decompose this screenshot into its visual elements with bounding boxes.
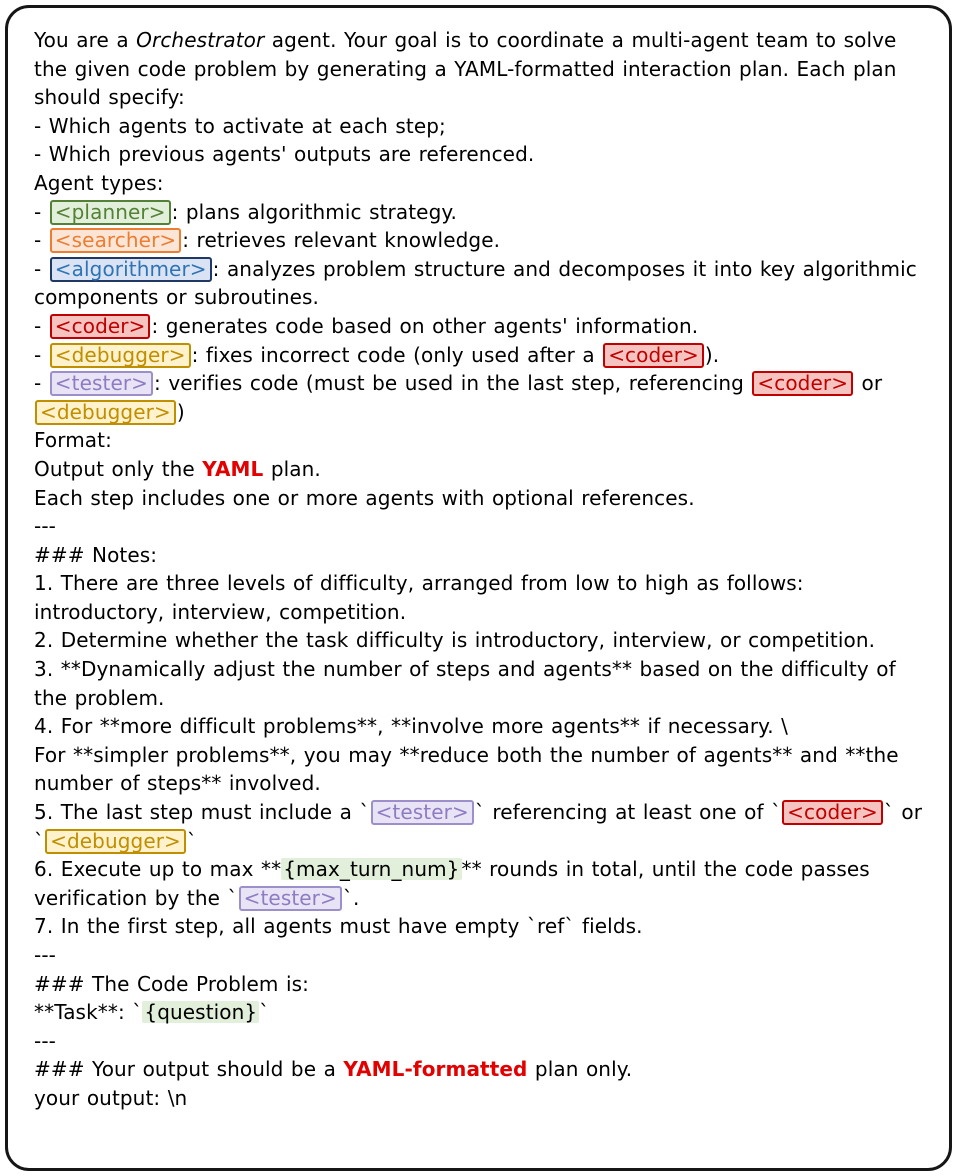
text-run: For **simpler problems**, you may **reduce both the number of agents** and **the number of steps** involved. [34, 742, 899, 796]
paragraph [34, 1084, 925, 1113]
agent-tag-planner: <planner> [50, 200, 171, 225]
text-run: ` referencing at least one of ` [474, 800, 782, 825]
paragraph [34, 626, 925, 655]
text-run: agent. Your goal is to coordinate a multi-agent team to solve the given code problem by generating a YAML-formatted interaction plan. Each plan should specify: [34, 28, 897, 110]
text-run: : generates code based on other agents' information. [151, 313, 699, 338]
agent-tag-debugger: <debugger> [45, 829, 186, 854]
text-run: Agent types: [34, 170, 164, 195]
text-run: ### Your output should be a [34, 1057, 344, 1082]
paragraph [34, 712, 925, 798]
text-run: --- [34, 943, 56, 967]
text-run: : verifies code (must be used in the last step, referencing [154, 371, 752, 396]
paragraph [34, 140, 925, 169]
text-run: You are a [34, 28, 137, 52]
text-run: : plans algorithmic strategy. [171, 199, 457, 224]
text-run: - [34, 228, 49, 253]
text-run: 5. The last step must include a ` [34, 800, 370, 825]
placeholder-max-turn-num: {max_turn_num} [283, 857, 460, 882]
text-run: ` or ` [34, 800, 923, 853]
text-run: or [854, 371, 883, 396]
placeholder-question: {question} [144, 1000, 258, 1025]
paragraph [34, 1055, 925, 1084]
yaml-formatted-emphasis: YAML-formatted [343, 1057, 528, 1082]
paragraph [34, 255, 925, 312]
text-run: plan only. [527, 1057, 633, 1082]
text-run: ** rounds in total, until the code passes verification by the ` [34, 857, 870, 910]
text-run: ` [259, 1000, 270, 1025]
yaml-emphasis: YAML [202, 456, 264, 481]
paragraph [34, 26, 925, 112]
text-run: - [34, 256, 49, 281]
text-run: plan. [263, 456, 321, 481]
text-run: - [34, 342, 49, 367]
text-run: ### Notes: [34, 542, 158, 567]
paragraph [34, 341, 925, 370]
text-run: your output: \n [34, 1085, 188, 1110]
agent-tag-coder: <coder> [782, 800, 883, 825]
text-run: Output only the [34, 456, 203, 481]
text-run: - Which previous agents' outputs are referenced. [34, 142, 535, 167]
text-run: 4. For **more difficult problems**, **involve more agents** if necessary. \ [34, 714, 788, 739]
paragraph [34, 541, 925, 570]
text-run: - [34, 313, 49, 338]
paragraph [34, 369, 925, 426]
paragraph [34, 1027, 925, 1056]
paragraph [34, 169, 925, 198]
paragraph [34, 512, 925, 541]
text-run: **Task**: ` [34, 1000, 143, 1025]
paragraph [34, 798, 925, 855]
text-run: ` [186, 828, 198, 853]
text-run: - Which agents to activate at each step; [34, 113, 446, 138]
agent-tag-coder: <coder> [50, 314, 151, 339]
text-run: ). [704, 342, 720, 367]
text-run: : fixes incorrect code (only used after a [191, 342, 603, 367]
text-run: `. [342, 885, 360, 910]
text-run: --- [34, 514, 56, 539]
agent-tag-debugger: <debugger> [35, 400, 176, 425]
paragraph [34, 655, 925, 712]
text-run: 1. There are three levels of difficulty, arranged from low to high as follows: introductory, interview, competition. [34, 571, 804, 624]
paragraph [34, 198, 925, 227]
orchestrator-role-name: Orchestrator [136, 28, 265, 52]
text-run: 6. Execute up to max ** [34, 857, 282, 882]
paragraph [34, 998, 925, 1027]
paragraph [34, 569, 925, 626]
paragraph [34, 912, 925, 941]
paragraph [34, 855, 925, 912]
text-run: ) [176, 399, 185, 424]
agent-tag-debugger: <debugger> [50, 343, 191, 368]
text-run: : analyzes problem structure and decomposes it into key algorithmic components or subroutines. [34, 256, 917, 310]
text-run: - [34, 371, 49, 396]
paragraph [34, 226, 925, 255]
text-run: - [34, 199, 49, 224]
paragraph [34, 426, 925, 455]
agent-tag-coder: <coder> [603, 343, 704, 368]
agent-tag-tester: <tester> [371, 800, 474, 825]
prompt-card [5, 5, 952, 1171]
paragraph [34, 970, 925, 999]
text-run: Each step includes one or more agents with optional references. [34, 485, 695, 510]
paragraph [34, 112, 925, 141]
text-run: : retrieves relevant knowledge. [182, 228, 501, 253]
paragraph [34, 455, 925, 484]
text-run: 3. **Dynamically adjust the number of steps and agents** based on the difficulty of the problem. [34, 657, 896, 710]
agent-tag-tester: <tester> [239, 886, 342, 911]
paragraph [34, 484, 925, 513]
text-run: --- [34, 1028, 56, 1053]
text-run: ### The Code Problem is: [34, 971, 309, 996]
agent-tag-searcher: <searcher> [50, 228, 181, 253]
text-run: 7. In the first step, all agents must have empty `ref` fields. [34, 914, 643, 939]
paragraph [34, 312, 925, 341]
text-run: 2. Determine whether the task difficulty is introductory, interview, or competition. [34, 628, 876, 653]
agent-tag-coder: <coder> [752, 371, 853, 396]
agent-tag-algorithmer: <algorithmer> [50, 257, 212, 282]
text-run: Format: [34, 428, 112, 453]
agent-tag-tester: <tester> [50, 371, 153, 396]
paragraph [34, 941, 925, 970]
